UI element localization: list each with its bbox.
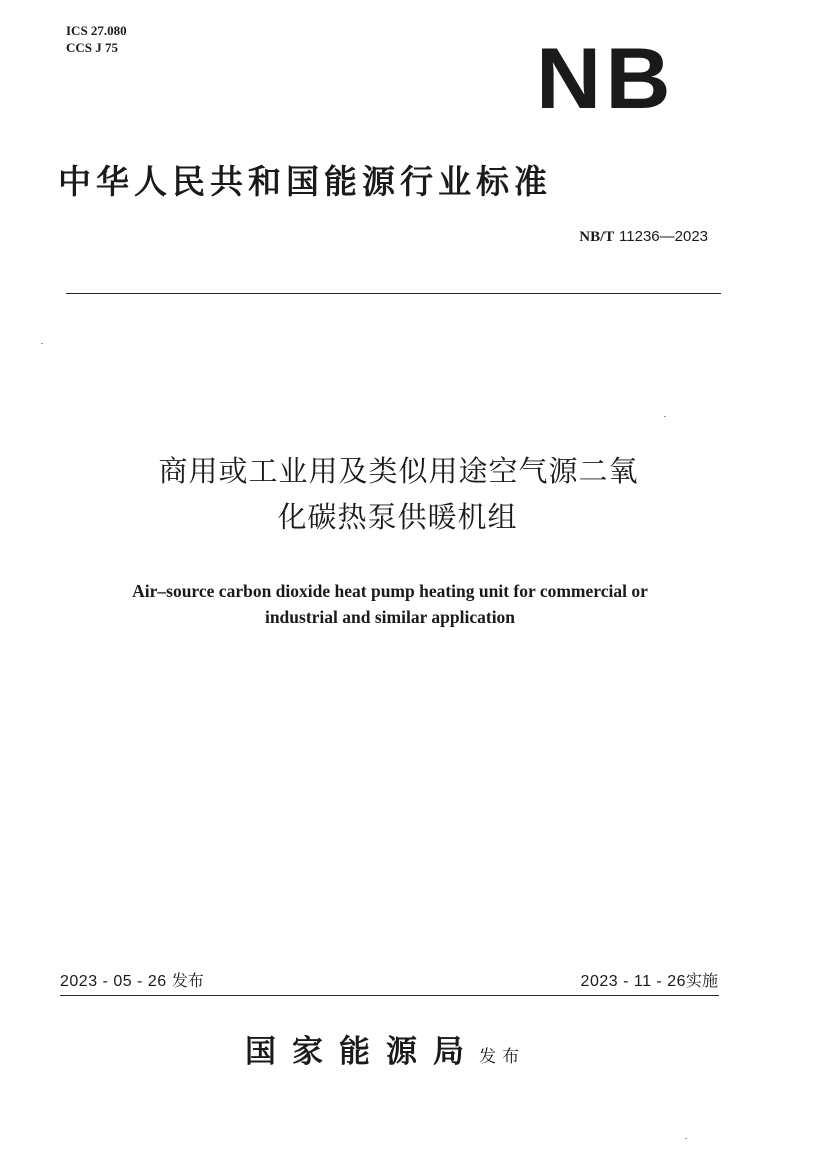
chinese-title-line-2: 化碳热泵供暖机组 [277, 500, 518, 534]
publish-label: 发布 [171, 971, 204, 990]
ccs-code: CCS J 75 [66, 40, 119, 55]
scan-speck [664, 416, 666, 417]
chinese-title [0, 448, 815, 540]
implement-date-block [581, 970, 718, 993]
issuer-action: 发布 [479, 1047, 526, 1067]
implement-label: 实施 [685, 971, 718, 990]
standard-number [579, 226, 708, 247]
implement-date: 2023 - 11 - 26 [580, 973, 686, 990]
publish-date: 2023 - 05 - 26 [60, 973, 167, 990]
issuer-name: 国家能源局 [245, 1034, 480, 1070]
footer-divider [60, 995, 719, 996]
chinese-title-line-1: 商用或工业用及类似用途空气源二氧 [158, 454, 639, 488]
standard-category-title: 中华人民共和国能源行业标准 [58, 162, 552, 201]
header-divider [66, 293, 721, 294]
english-title [0, 578, 780, 630]
english-title-line-2: industrial and similar application [264, 607, 516, 627]
ics-code: ICS 27.080 [66, 23, 127, 38]
nb-logo: NB [536, 31, 675, 127]
publish-date-block [60, 970, 204, 993]
english-title-line-1: Air–source carbon dioxide heat pump heating unit for commercial or [132, 581, 648, 601]
classification-codes [66, 22, 127, 56]
scan-speck [685, 1138, 687, 1139]
standard-number-prefix: NB/T [579, 229, 615, 245]
issuer-block [245, 1032, 525, 1072]
standard-number-value: 11236—2023 [619, 228, 708, 245]
scan-speck [41, 343, 43, 344]
